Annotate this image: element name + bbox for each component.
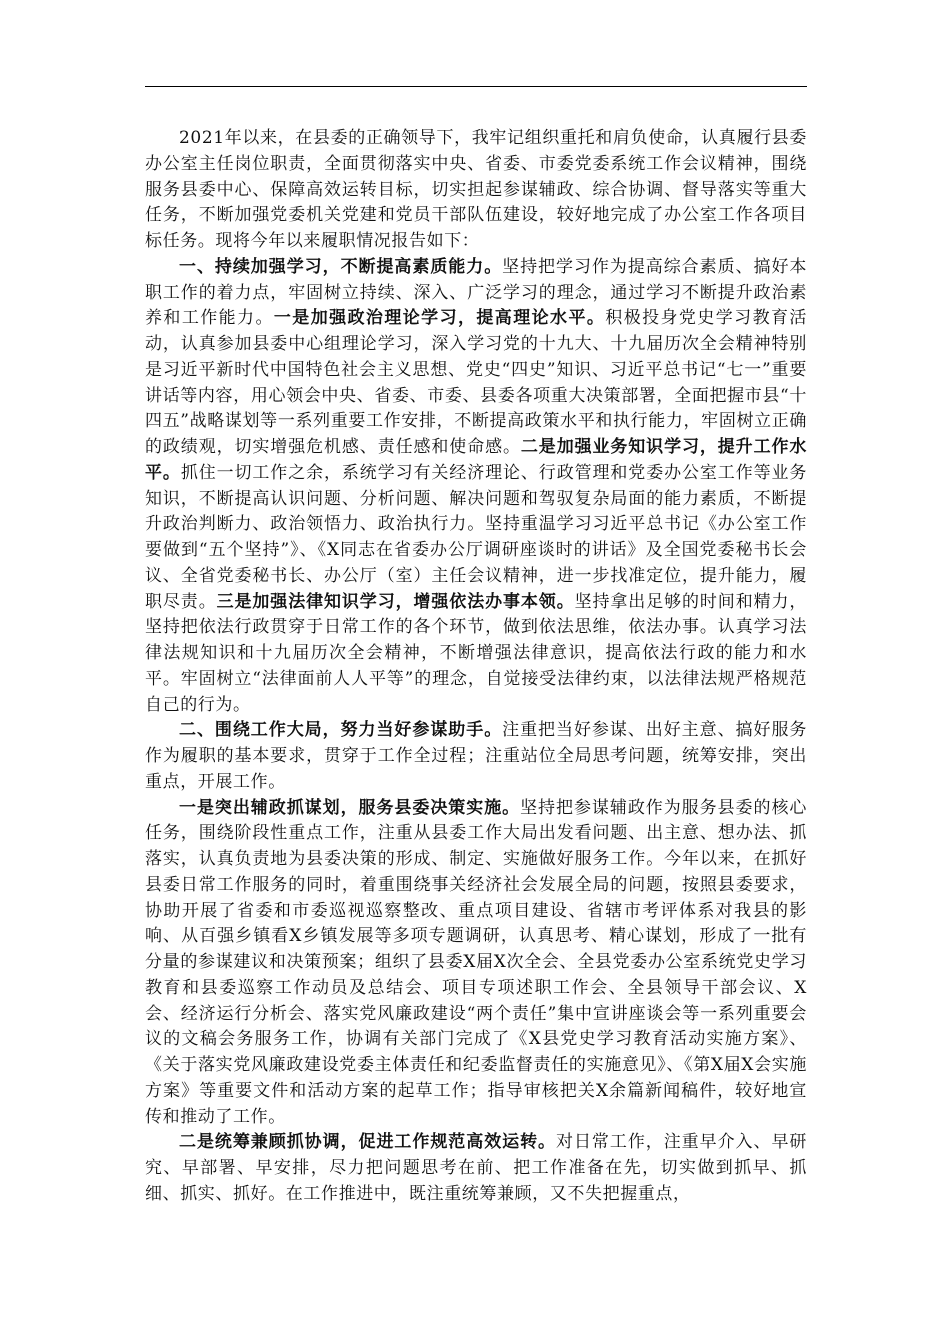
section-heading: 二、围绕工作大局，努力当好参谋助手。 [179,720,503,741]
body-text: 对日常工作，注重早介入、早研究、早部署、早安排，尽力把问题思考在前、把工作准备在先，切实做到抓早、抓细、抓实、抓好。在工作推进中，既注重统筹兼顾，又不失把握重点， [145,1132,807,1204]
document-body [145,126,807,1208]
subsection-heading: 二是统筹兼顾抓协调，促进工作规范高效运转。 [179,1132,557,1153]
body-text: 2021年以来，在县委的正确领导下，我牢记组织重托和肩负使命，认真履行县委办公室主任岗位职责，全面贯彻落实中央、省委、市委党委系统工作会议精神，围绕服务县委中心、保障高效运转目标，切实担起参谋辅政、综合协调、督导落实等重大任务，不断加强党委机关党建和党员干部队伍建设，较好地完成了办公室工作各项目标任务。现将今年以来履职情况报告如下： [145,128,807,251]
paragraph-section-2-item-2 [145,1130,807,1207]
body-text: 坚持把参谋辅政作为服务县委的核心任务，围绕阶段性重点工作，注重从县委工作大局出发看问题、出主意、想办法、抓落实，认真负责地为县委决策的形成、制定、实施做好服务工作。今年以来，在抓好县委日常工作服务的同时，着重围绕事关经济社会发展全局的问题，按照县委要求，协助开展了省委和市委巡视巡察整改、重点项目建设、省辖市考评体系对我县的影响、从百强乡镇看X乡镇发展等多项专题调研，认真思考、精心谋划，形成了一批有分量的参谋建议和决策预案；组织了县委X届X次全会、全县党委办公室系统党史学习教育和县委巡察工作动员及总结会、项目专项述职工作会、全县领导干部会议、X会、经济运行分析会、落实党风廉政建设“两个责任”集中宣讲座谈会等一系列重要会议的文稿会务服务工作，协调有关部门完成了《X县党史学习教育活动实施方案》、《关于落实党风廉政建设党委主体责任和纪委监督责任的实施意见》、《第X届X会实施方案》等重要文件和活动方案的起草工作；指导审核把关X余篇新闻稿件，较好地宣传和推动了工作。 [145,797,807,1127]
subsection-heading: 一是加强政治理论学习，提高理论水平。 [273,308,606,329]
subsection-heading: 二是加强业务知识学习，提升工作水平。 [145,437,807,483]
body-text: 抓住一切工作之余，系统学习有关经济理论、行政管理和党委办公室工作等业务知识，不断提高认识问题、分析问题、解决问题和驾驭复杂局面的能力素质，不断提升政治判断力、政治领悟力、政治执行力。坚持重温学习习近平总书记《办公室工作要做到“五个坚持”》、《X同志在省委办公厅调研座谈时的讲话》及全国党委秘书长会议、全省党委秘书长、办公厅（室）主任会议精神，进一步找准定位，提升能力，履职尽责。 [145,462,808,612]
body-text: 坚持把学习作为提高综合素质、搞好本职工作的着力点，牢固树立持续、深入、广泛学习的理念，通过学习不断提升政治素养和工作能力。 [145,256,807,329]
section-heading: 一、持续加强学习，不断提高素质能力。 [179,256,503,277]
body-text: 坚持拿出足够的时间和精力，坚持把依法行政贯穿于日常工作的各个环节，做到依法思维，依法办事。认真学习法律法规知识和十九届历次全会精神，不断增强法律意识，提高依法行政的能力和水平。牢固树立“法律面前人人平等”的理念，自觉接受法律约束，以法律法规严格规范自己的行为。 [145,591,808,715]
body-text: 注重把当好参谋、出好主意、搞好服务作为履职的基本要求，贯穿于工作全过程；注重站位全局思考问题，统筹安排，突出重点，开展工作。 [145,720,807,792]
paragraph-section-2-item-1 [145,796,807,1131]
subsection-heading: 一是突出辅政抓谋划，服务县委决策实施。 [179,797,521,818]
body-text: 积极投身党史学习教育活动，认真参加县委中心组理论学习，深入学习党的十九大、十九届历次全会精神特别是习近平新时代中国特色社会主义思想、党史“四史”知识、习近平总书记“七一”重要讲话等内容，用心领会中央、省委、市委、县委各项重大决策部署，全面把握市县“十四五”战略谋划等一系列重要工作安排，不断提高政策水平和执行能力，牢固树立正确的政绩观，切实增强危机感、责任感和使命感。 [145,308,807,457]
paragraph-section-2 [145,718,807,795]
paragraph-intro [145,126,807,255]
subsection-heading: 三是加强法律知识学习，增强依法办事本领。 [216,591,575,612]
header-rule [145,86,807,87]
paragraph-section-1 [145,255,807,719]
